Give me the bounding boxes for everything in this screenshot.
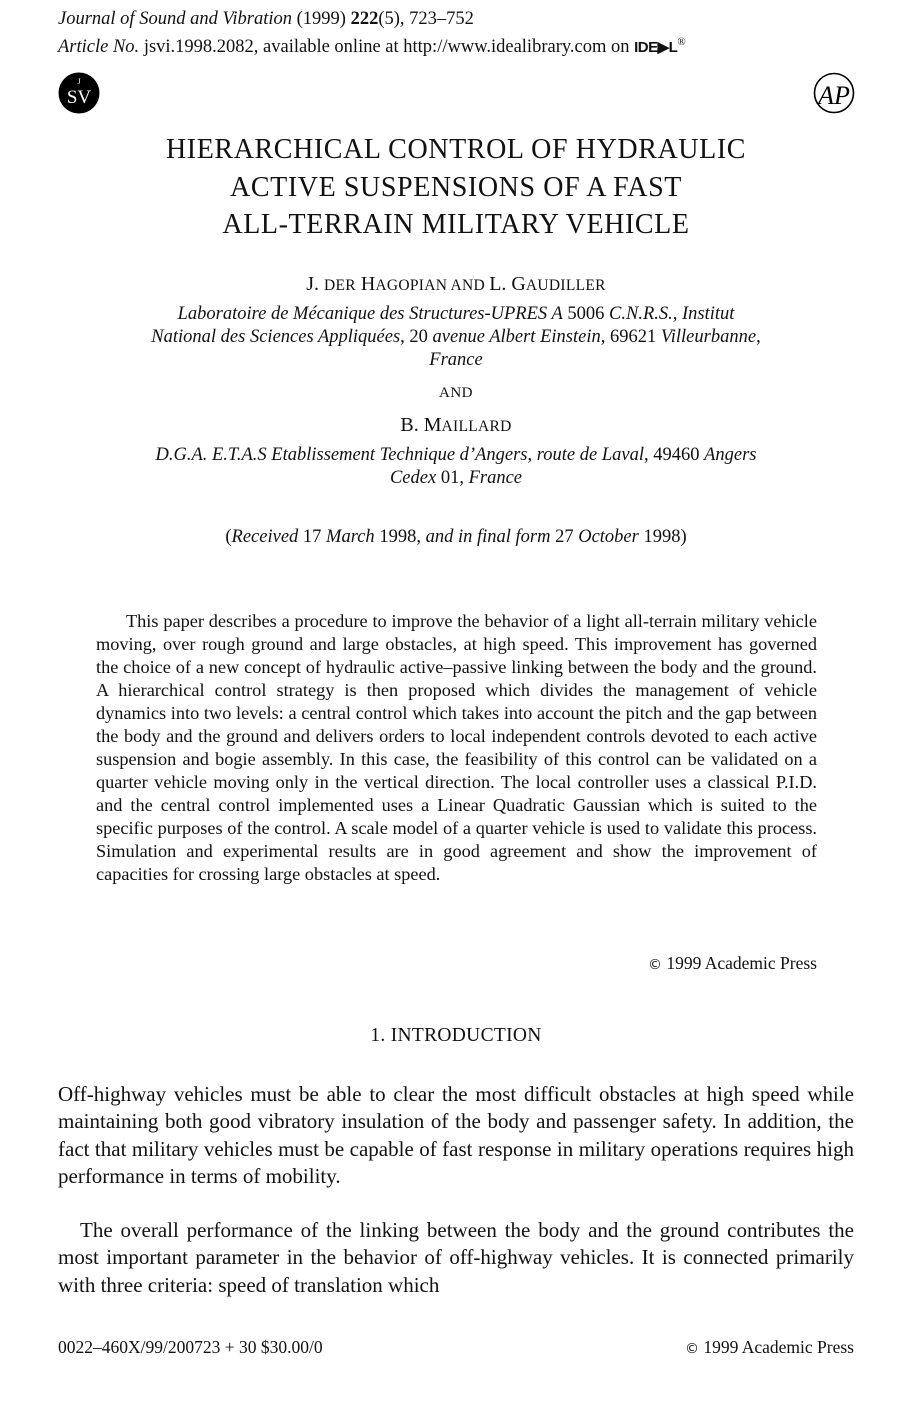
affiliation-roman: 5006 [562, 304, 610, 324]
affiliation-roman: 01, [436, 468, 469, 488]
affiliation-line [58, 467, 854, 490]
article-label: Article No. [58, 37, 140, 58]
registered-mark: ® [677, 36, 686, 48]
received-italic: and in final form [425, 527, 551, 547]
footer-code: 0022–460X/99/200723 + 30 $30.00/0 [58, 1337, 323, 1357]
journal-name: Journal of Sound and Vibration [58, 9, 292, 29]
authors-primary [58, 273, 854, 296]
paper-title [58, 131, 854, 244]
received-italic: October [578, 527, 639, 547]
affiliation-italic: Laboratoire de Mécanique des Structures-UPRES A [177, 304, 563, 324]
affiliation-roman: , [527, 445, 537, 465]
affiliation-italic: route de Laval [536, 445, 644, 465]
body-paragraph: The overall performance of the linking between the body and the ground contributes the most important parameter in the behavior of off-highway vehicles. It is connected primarily with three criteria: speed of translation which [58, 1218, 854, 1297]
sv-logo-small-letter: J [77, 77, 81, 86]
affiliation-italic: avenue Albert Einstein [432, 327, 601, 347]
affiliation-line [58, 444, 854, 467]
received-italic: Received [231, 527, 299, 547]
journal-citation [58, 8, 686, 31]
received-roman: 27 [550, 527, 579, 547]
sv-logo-icon [58, 72, 100, 114]
authors-secondary [58, 414, 854, 437]
article-availability: jsvi.1998.2082, available online at http://www.idealibrary.com on [143, 37, 630, 58]
body-paragraph: Off-highway vehicles must be able to clear the most difficult obstacles at high speed while maintaining both good vibratory insulation of the body and passenger safety. In addition, the fact that military vehicles must be capable of fast response in military operations requires high performance in terms of mobility. [58, 1082, 854, 1188]
received-roman: 17 [298, 527, 327, 547]
affiliation-italic: D.G.A. E.T.A.S Etablissement Technique d’Angers [155, 445, 528, 465]
affiliation-italic: National des Sciences Appliquées [151, 327, 401, 347]
received-italic: March [326, 527, 375, 547]
author-surname-rest: AILLARD [441, 418, 512, 435]
affiliation-italic: Villeurbanne [660, 327, 757, 347]
abstract: This paper describes a procedure to improve the behavior of a light all-terrain military vehicle moving, over rough ground and large obstacles, at high speed. This improvement has governed the choice of a new concept of hydraulic active–passive linking between the body and the ground. A hierarchical control strategy is then proposed which divides the management of vehicle dynamics into two levels: a central control which takes into account the pitch and the gap between the body and the ground and delivers orders to local independent controls devoted to each active suspension and bogie assembly. In this case, the feasibility of this control can be validated on a quarter vehicle moving only in the vertical direction. The local controller uses a classical P.I.D. and the central control implemented uses a Linear Quadratic Gaussian which is suited to the specific purposes of the control. A scale model of a quarter vehicle is used to validate this process. Simulation and experimental results are in good agreement and show the improvement of capacities for crossing large obstacles at speed. [96, 611, 817, 884]
author-surname-rest: AUDILLER [525, 277, 606, 294]
affiliation-roman: , 49460 [643, 445, 705, 465]
affiliation-roman: , 69621 [600, 327, 661, 347]
received-roman: ( [225, 527, 232, 547]
author-and: AND [447, 277, 490, 294]
copyright-text: 1999 Academic Press [698, 1337, 854, 1357]
received-dates [58, 527, 854, 548]
affiliation-italic: Angers [704, 445, 757, 465]
author-surname-cap: H [355, 273, 376, 295]
footer-copyright [685, 1337, 854, 1358]
journal-issue-pages: (5), 723–752 [378, 9, 474, 29]
author-initial: B. M [400, 414, 442, 436]
affiliation-italic: France [468, 468, 523, 488]
section-heading: 1. INTRODUCTION [370, 1025, 542, 1046]
journal-volume: 222 [350, 9, 379, 29]
copyright-icon: © [684, 1341, 699, 1357]
affiliation-roman: , [756, 327, 761, 347]
author-initial: J. [306, 273, 325, 295]
author-initial: L. G [489, 273, 526, 295]
affiliation-line [58, 326, 854, 349]
affiliation-primary [58, 303, 854, 372]
ideal-logo: IDE▶L [634, 39, 678, 57]
sv-logo-letters: SV [66, 87, 92, 108]
affiliation-italic: C.N.R.S., Institut [609, 304, 735, 324]
affiliation-secondary [58, 444, 854, 490]
ap-logo-letters: AP [818, 81, 850, 110]
copyright-icon: © [647, 957, 662, 973]
received-roman: 1998) [638, 527, 687, 547]
journal-header [58, 8, 686, 59]
affiliation-roman: , 20 [400, 327, 433, 347]
affiliation-italic: France [429, 350, 483, 370]
affiliation-italic: Cedex [389, 468, 437, 488]
copyright-text: 1999 Academic Press [661, 953, 817, 973]
title-line: ACTIVE SUSPENSIONS OF A FAST [230, 171, 682, 203]
received-roman: 1998, [374, 527, 426, 547]
title-line: HIERARCHICAL CONTROL OF HYDRAULIC [165, 134, 747, 165]
author-particle: DER [324, 277, 356, 294]
authors-separator: AND [439, 385, 473, 401]
affiliation-line [58, 349, 854, 372]
article-number-line [58, 31, 686, 59]
journal-year: (1999) [296, 9, 346, 29]
author-surname-rest: AGOPIAN [375, 277, 448, 294]
title-line: ALL-TERRAIN MILITARY VEHICLE [222, 209, 690, 240]
affiliation-line [58, 303, 854, 326]
abstract-copyright [648, 953, 817, 974]
ap-logo-icon [812, 72, 856, 114]
